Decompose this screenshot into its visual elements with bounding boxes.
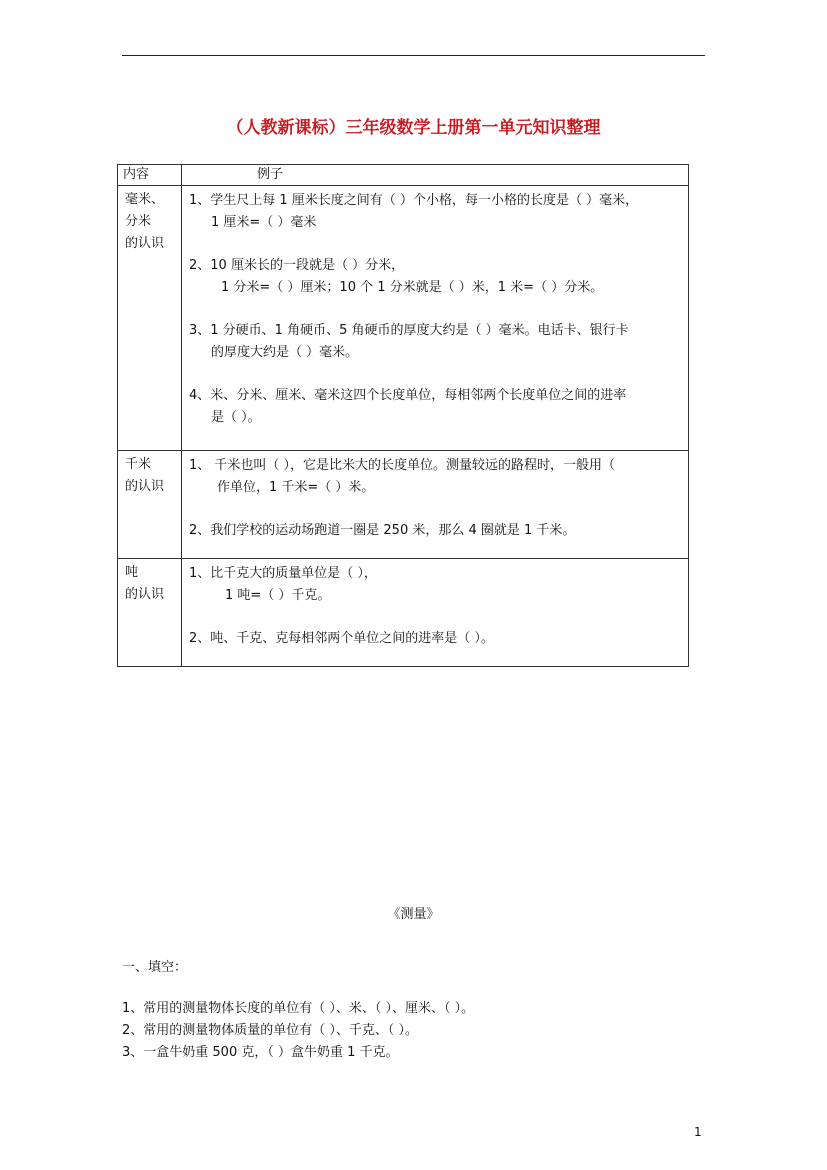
question-item: 2、常用的测量物体质量的单位有（ ）、千克、（ ）。: [122, 1023, 419, 1038]
section-title: 《测量》: [387, 907, 440, 922]
example-item: 2、吨、千克、克每相邻两个单位之间的进率是（ ）。: [189, 631, 494, 646]
topic-line: 的认识: [125, 479, 165, 494]
topic-line: 的认识: [125, 587, 165, 602]
topic-line: 毫米、: [125, 192, 165, 207]
example-item: 1、学生尺上每 1 厘米长度之间有（ ）个小格，每一小格的长度是（ ）毫米， 1 厘米=（ ）毫米: [189, 193, 639, 230]
topic-line: 千米: [125, 457, 152, 472]
topic-cell: [118, 451, 182, 559]
example-item: 3、1 分硬币、1 角硬币、5 角硬币的厚度大约是（ ）毫米。电话卡、银行卡 的厚度大约是（ ）毫米。: [189, 323, 629, 360]
example-cell: [182, 451, 689, 559]
example-item: 1、比千克大的质量单位是（ ）， 1 吨=（ ）千克。: [189, 566, 377, 603]
example-cell: [182, 559, 689, 667]
example-item: 2、我们学校的运动场跑道一圈是 250 米，那么 4 圈就是 1 千米。: [189, 523, 576, 538]
table-row-ton: [118, 559, 689, 667]
example-item: 4、米、分米、厘米、毫米这四个长度单位，每相邻两个长度单位之间的进率 是（ ）。: [189, 388, 627, 425]
table-row-mm-dm: [118, 186, 689, 451]
table-row-km: [118, 451, 689, 559]
topic-line: 吨: [125, 565, 139, 580]
topic-cell: [118, 186, 182, 451]
topic-line: 的认识: [125, 236, 165, 251]
topic-cell: [118, 559, 182, 667]
example-item: 1、 千米也叫（ ），它是比米大的长度单位。测量较远的路程时，一般用（ 作单位，1 千米=（ ）米。: [189, 458, 616, 495]
example-item: 2、10 厘米长的一段就是（ ）分米， 1 分米=（ ）厘米；10 个 1 分米就是（ ）米，1 米=（ ）分米。: [189, 258, 604, 295]
knowledge-table: [117, 164, 689, 667]
header-example: 例子: [182, 165, 689, 186]
question-item: 3、一盒牛奶重 500 克，（ ）盒牛奶重 1 千克。: [122, 1045, 399, 1060]
header-rule: [122, 55, 705, 56]
section-heading: 一、填空：: [122, 960, 188, 975]
page-number: 1: [694, 1125, 702, 1139]
header-content: 内容: [118, 165, 182, 186]
page-title: （人教新课标）三年级数学上册第一单元知识整理: [226, 118, 601, 138]
topic-line: 分米: [125, 214, 152, 229]
question-item: 1、常用的测量物体长度的单位有（ ）、米、（ ）、厘米、（ ）。: [122, 1001, 475, 1016]
example-cell: [182, 186, 689, 451]
table-header-row: [118, 165, 689, 186]
